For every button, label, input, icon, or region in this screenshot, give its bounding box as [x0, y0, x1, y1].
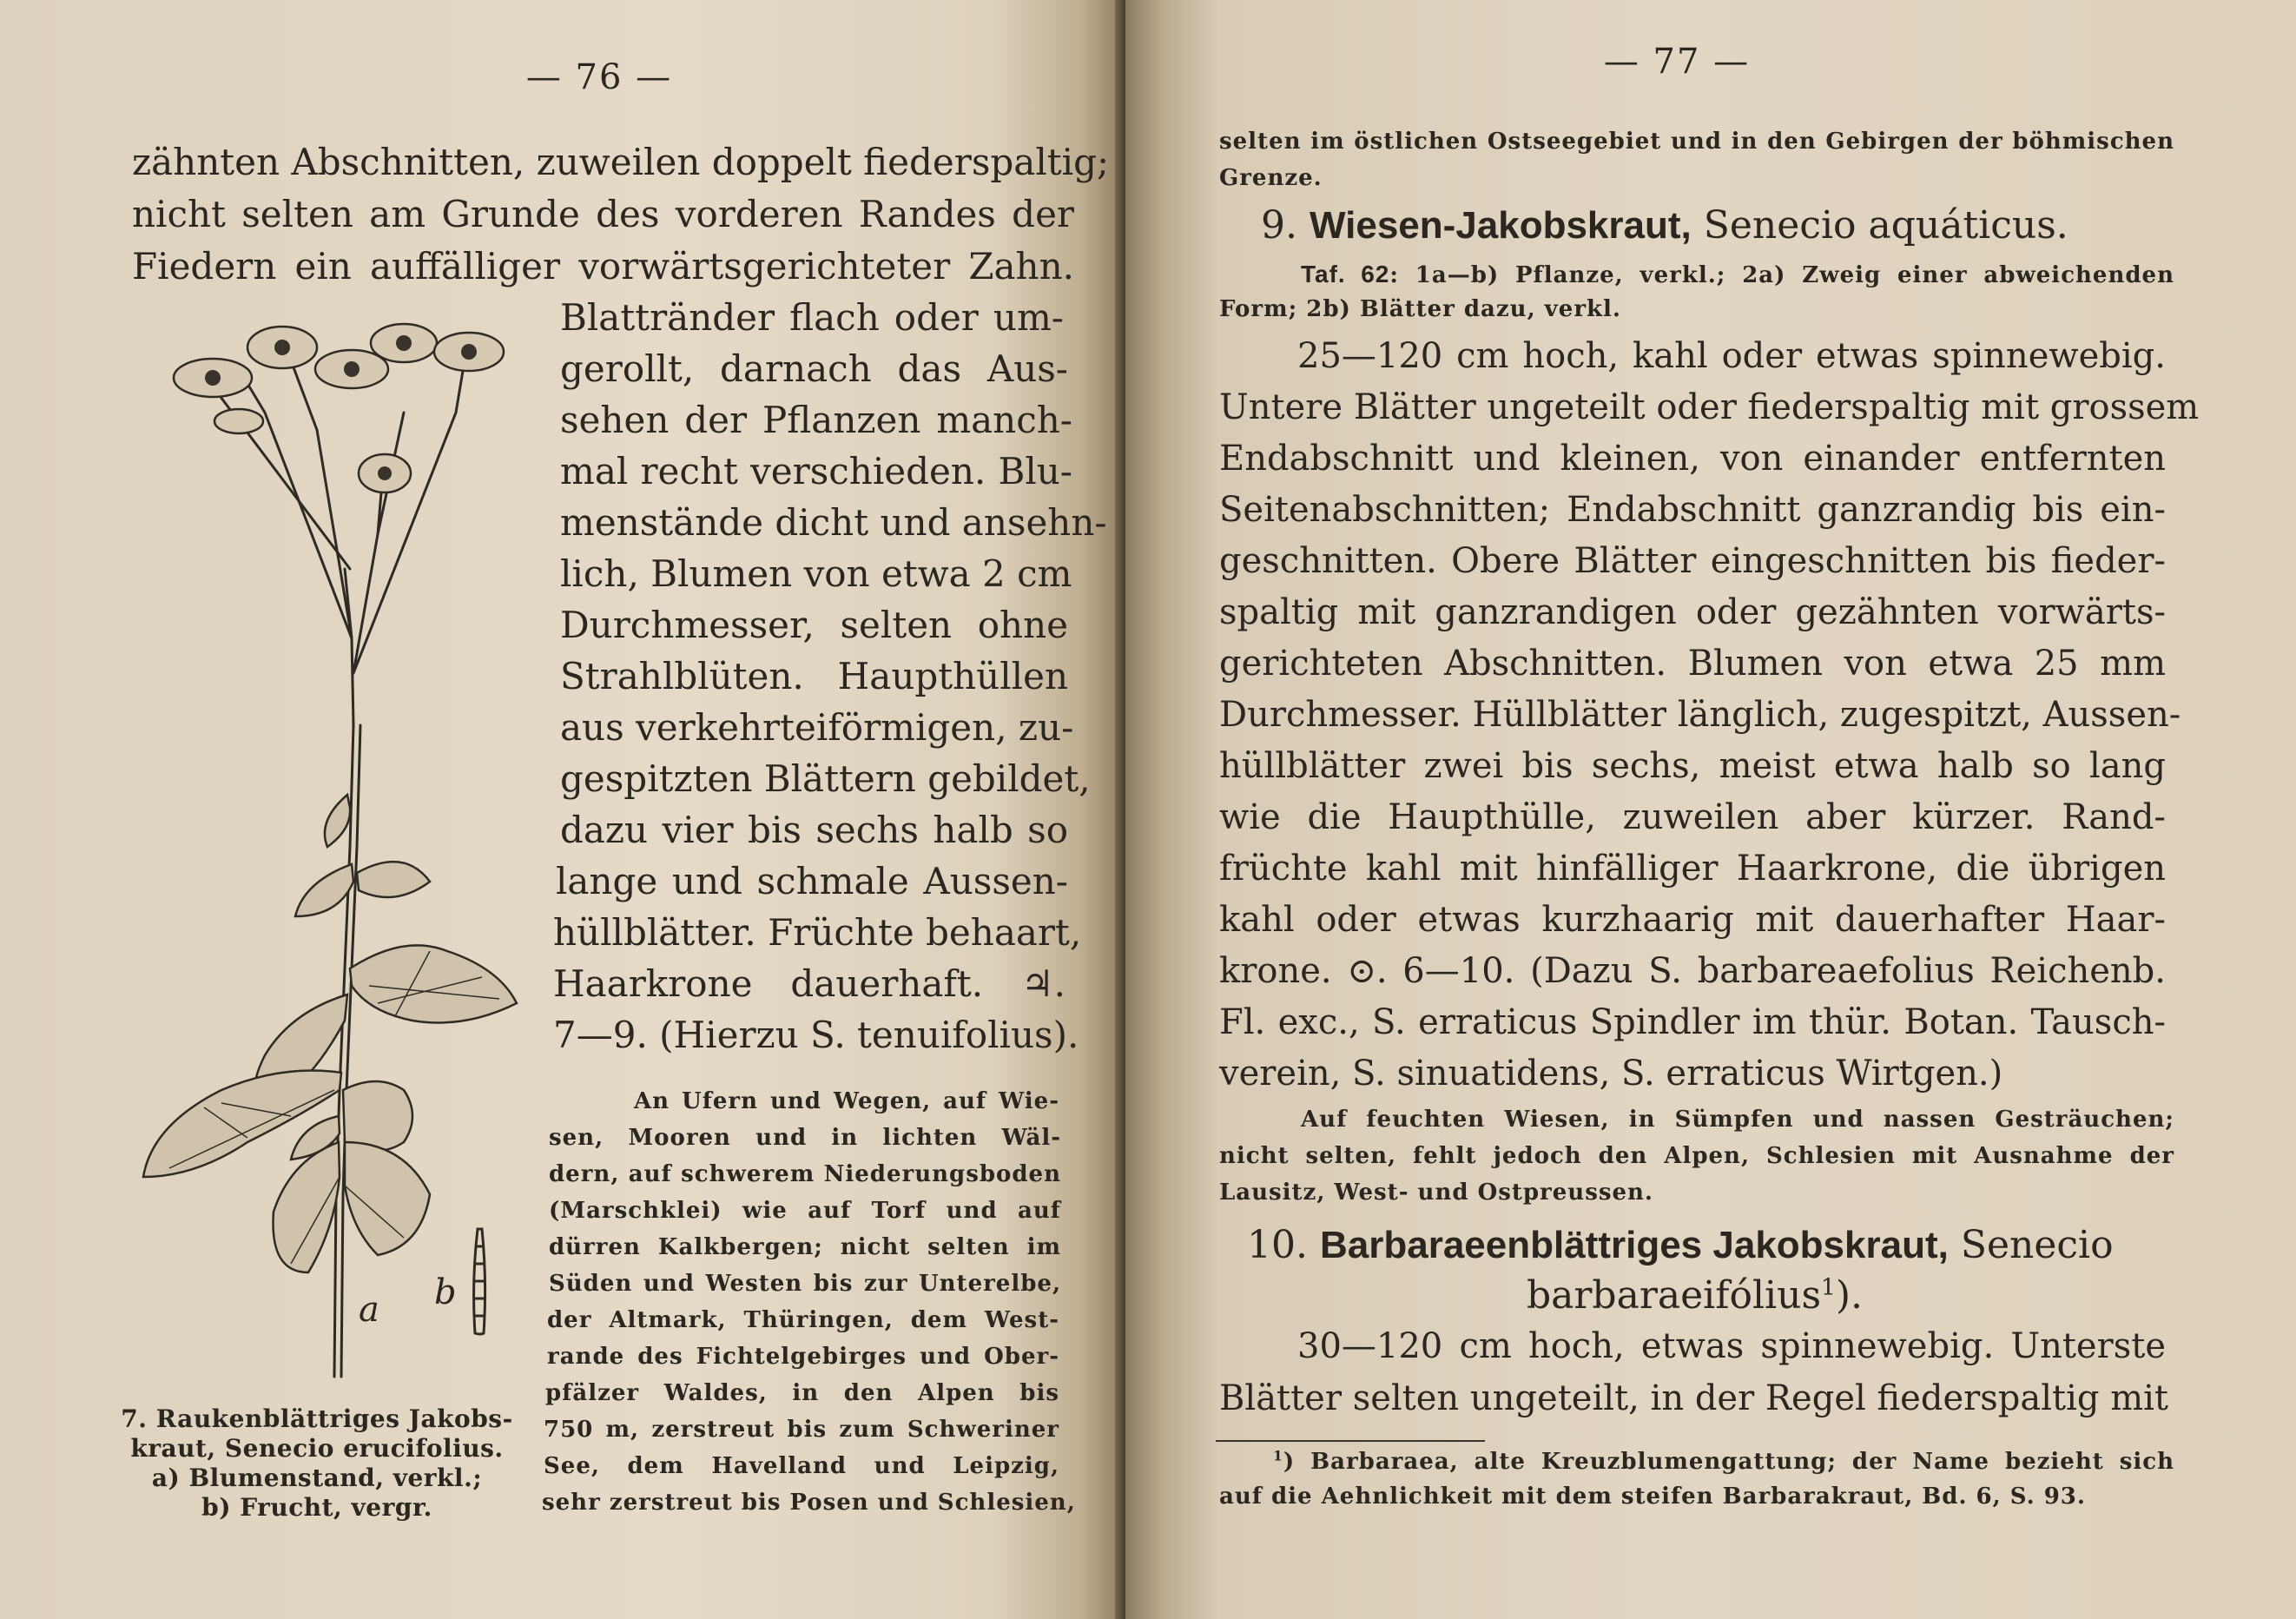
- section-heading-10: [1247, 1223, 2114, 1267]
- text-line: See, dem Havelland und Leipzig,: [544, 1453, 1059, 1479]
- caption-line: a) Blumenstand, verkl.;: [151, 1464, 483, 1492]
- latin-name: Senecio aquáticus.: [1703, 203, 2068, 248]
- text-line: wie die Haupthülle, zuweilen aber kürzer. Rand-: [1219, 797, 2166, 837]
- text-line: Strahlblüten. Haupthüllen: [560, 655, 1068, 697]
- caption-line: 7. Raukenblättriges Jakobs-: [121, 1404, 513, 1433]
- section-heading-9: [1261, 203, 2068, 248]
- text-line: Lausitz, West- und Ostpreussen.: [1219, 1180, 1653, 1206]
- text-line: spaltig mit ganzrandigen oder gezähnten vorwärts-: [1219, 592, 2166, 632]
- plant-illustration: [117, 308, 543, 1385]
- figure-label-a: a: [359, 1290, 379, 1330]
- text-line: lange und schmale Aussen-: [556, 860, 1068, 902]
- text-line: 30—120 cm hoch, etwas spinnewebig. Unterste: [1297, 1326, 2166, 1366]
- text-line: Untere Blätter ungeteilt oder fiederspaltig mit grossem: [1219, 387, 2200, 427]
- text-line: (Marschklei) wie auf Torf und auf: [549, 1198, 1061, 1224]
- species-name: Barbaraeenblättriges Jakobskraut,: [1319, 1224, 1949, 1266]
- text-line: dern, auf schwerem Niederungsboden: [549, 1161, 1061, 1187]
- plate-label: Taf. 62: [1301, 261, 1390, 287]
- species-name: Wiesen-Jakobskraut,: [1309, 204, 1692, 247]
- text-line: 25—120 cm hoch, kahl oder etwas spinnewebig.: [1297, 336, 2166, 376]
- plate-reference: [1301, 262, 2174, 287]
- text-line: Haarkrone dauerhaft. ♃.: [553, 962, 1066, 1005]
- latin-name: Senecio: [1960, 1223, 2114, 1267]
- text-line: nicht selten am Grunde des vorderen Randes der: [132, 193, 1074, 235]
- text-line: geschnitten. Obere Blätter eingeschnitten bis fieder-: [1219, 541, 2166, 581]
- text-line: hüllblätter zwei bis sechs, meist etwa halb so lang: [1219, 746, 2166, 786]
- text-line: dürren Kalkbergen; nicht selten im: [549, 1234, 1061, 1260]
- text-line: 750 m, zerstreut bis zum Schweriner: [544, 1417, 1059, 1443]
- text-line: rande des Fichtelgebirges und Ober-: [547, 1344, 1059, 1370]
- text-line: zähnten Abschnitten, zuweilen doppelt fiederspaltig;: [132, 141, 1110, 183]
- text-line: Blattränder flach oder um-: [560, 296, 1064, 339]
- text-line: Fiedern ein auffälliger vorwärtsgerichteter Zahn.: [132, 245, 1074, 287]
- footnote-line: auf die Aehnlichkeit mit dem steifen Barbarakraut, Bd. 6, S. 93.: [1219, 1484, 2086, 1510]
- text-line: Endabschnitt und kleinen, von einander entfernten: [1219, 439, 2166, 479]
- text-line: der Altmark, Thüringen, dem West-: [547, 1307, 1059, 1333]
- text-line: früchte kahl mit hinfälliger Haarkrone, die übrigen: [1219, 849, 2166, 889]
- page-number: — 76 —: [525, 57, 673, 97]
- text-line: gerichteten Abschnitten. Blumen von etwa 25 mm: [1219, 644, 2166, 684]
- text-line: Grenze.: [1219, 165, 1323, 191]
- text-line: aus verkehrteiförmigen, zu-: [560, 706, 1074, 749]
- text-line: 7—9. (Hierzu S. tenuifolius).: [553, 1014, 1079, 1056]
- text-line: hüllblätter. Früchte behaart,: [553, 911, 1082, 954]
- text-line: An Ufern und Wegen, auf Wie-: [634, 1088, 1059, 1114]
- text-line: sehen der Pflanzen manch-: [560, 399, 1072, 441]
- text-line: Durchmesser, selten ohne: [560, 604, 1068, 646]
- text-line: sen, Mooren und in lichten Wäl-: [549, 1125, 1061, 1151]
- footnote-line: $^1$) Barbaraea, alte Kreuzblumengattung; der Name bezieht sich: [1273, 1447, 2174, 1475]
- text-line: Form; 2b) Blätter dazu, verkl.: [1219, 296, 1621, 322]
- text-line: nicht selten, fehlt jedoch den Alpen, Schlesien mit Ausnahme der: [1219, 1143, 2174, 1169]
- section-number: 10.: [1247, 1223, 1308, 1267]
- text-line: Seitenabschnitten; Endabschnitt ganzrandig bis ein-: [1219, 490, 2166, 530]
- footnote-ref: 1: [1821, 1273, 1836, 1301]
- text-line: Süden und Westen bis zur Unterelbe,: [549, 1271, 1061, 1297]
- section-number: 9.: [1261, 203, 1297, 248]
- footnote-rule: [1216, 1440, 1485, 1442]
- text-line: krone. ⊙. 6—10. (Dazu S. barbareaefolius Reichenb.: [1219, 951, 2166, 991]
- page-number: — 77 —: [1603, 42, 1751, 82]
- text-line: Blätter selten ungeteilt, in der Regel fiederspaltig mit: [1219, 1378, 2169, 1418]
- text-line: Durchmesser. Hüllblätter länglich, zugespitzt, Aussen-: [1219, 695, 2181, 735]
- left-page: [0, 0, 1125, 1619]
- text-line: Fl. exc., S. erraticus Spindler im thür. Botan. Tausch-: [1219, 1002, 2166, 1042]
- text-line: lich, Blumen von etwa 2 cm: [560, 552, 1072, 595]
- text-line: menstände dicht und ansehn-: [560, 501, 1107, 544]
- text-line: dazu vier bis sechs halb so: [560, 809, 1068, 851]
- latin-name-cont: barbaraeifólius$^1$).: [1527, 1273, 1863, 1318]
- figure-label-b: b: [434, 1272, 457, 1312]
- text-line: Auf feuchten Wiesen, in Sümpfen und nassen Gesträuchen;: [1301, 1107, 2174, 1133]
- text-line: selten im östlichen Ostseegebiet und in den Gebirgen der böhmischen: [1219, 129, 2174, 155]
- caption-line: b) Frucht, vergr.: [201, 1493, 432, 1522]
- text-line: pfälzer Waldes, in den Alpen bis: [545, 1380, 1059, 1406]
- text-line: gerollt, darnach das Aus-: [560, 347, 1068, 390]
- text-line: sehr zerstreut bis Posen und Schlesien,: [542, 1490, 1076, 1516]
- right-page: [1125, 0, 2296, 1619]
- footnote-marker: 1: [1273, 1447, 1283, 1464]
- text-line: kahl oder etwas kurzhaarig mit dauerhafter Haar-: [1219, 900, 2166, 940]
- plate-text: : 1a—b) Pflanze, verkl.; 2a) Zweig einer abweichenden: [1389, 262, 2174, 288]
- caption-line: kraut, Senecio erucifolius.: [130, 1434, 504, 1463]
- text-line: verein, S. sinuatidens, S. erraticus Wirtgen.): [1219, 1054, 2003, 1094]
- text-line: mal recht verschieden. Blu-: [560, 450, 1072, 492]
- text-line: gespitzten Blättern gebildet,: [560, 757, 1091, 800]
